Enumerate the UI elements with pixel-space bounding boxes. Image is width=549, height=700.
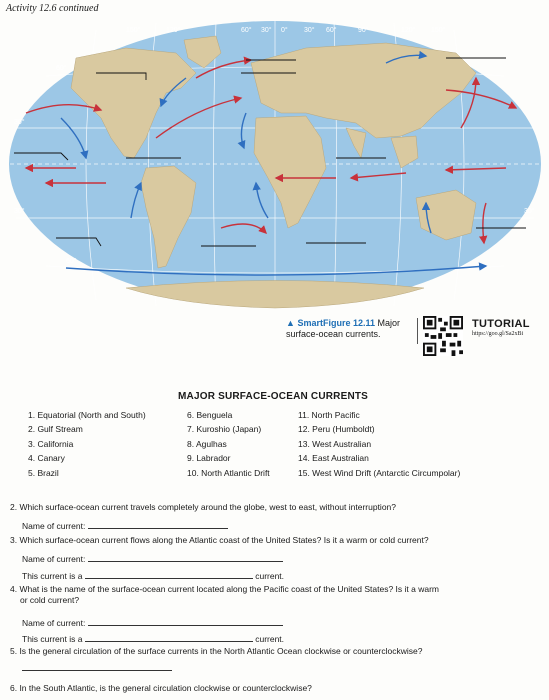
figure-caption [286, 318, 400, 340]
question-3: 3. Which surface-ocean current flows along the Atlantic coast of the United States? Is it a warm or cold current? [10, 535, 429, 545]
q3-name-answer-field[interactable] [88, 552, 283, 562]
currents-list-title: MAJOR SURFACE-OCEAN CURRENTS [178, 391, 369, 402]
this-current-label: This current is a [22, 571, 83, 581]
name-label: Name of current: [22, 618, 86, 628]
longitude-label: 60° [326, 27, 337, 34]
q4-type-answer-field[interactable] [85, 632, 253, 642]
longitude-label: 120° [401, 27, 416, 34]
tutorial-url[interactable]: https://goo.gl/Sa2xBi [472, 331, 524, 337]
list-item: 6. Benguela [187, 410, 233, 420]
latitude-label: 60° [56, 65, 67, 72]
question-5: 5. Is the general circulation of the surface currents in the North Atlantic Ocean clockwise or counterclockwise? [10, 646, 423, 656]
question-2: 2. Which surface-ocean current travels completely around the globe, west to east, without interruption? [10, 502, 397, 512]
q2-name-answer-field[interactable] [88, 519, 228, 529]
list-item: 11. North Pacific [298, 410, 360, 420]
this-current-label: This current is a [22, 634, 83, 644]
current-word: current. [255, 571, 285, 581]
longitude-label: 60° [241, 27, 252, 34]
q4-name-row [22, 616, 283, 629]
list-item: 10. North Atlantic Drift [187, 467, 270, 478]
latitude-label: 30° [524, 208, 535, 215]
longitude-label: 150° [431, 27, 446, 34]
longitude-label: 30° [304, 27, 315, 34]
q3-type-row [22, 569, 284, 582]
caption-title-part2: surface-ocean currents. [286, 329, 381, 339]
name-label: Name of current: [22, 521, 86, 531]
currents-column-2 [187, 408, 270, 480]
longitude-label: 30° [261, 27, 272, 34]
q3-name-row [22, 552, 283, 565]
antarctica [126, 281, 424, 309]
list-item: 2. Gulf Stream [28, 424, 83, 435]
triangle-icon: ▲ [286, 318, 295, 328]
q5-answer-field[interactable] [22, 670, 172, 671]
current-word: current. [255, 634, 285, 644]
question-4 [10, 584, 439, 606]
list-item: 3. California [28, 438, 74, 449]
q4-name-answer-field[interactable] [88, 616, 283, 626]
list-item: 8. Agulhas [187, 438, 227, 449]
question-6: 6. In the South Atlantic, is the general circulation clockwise or counterclockwise? [10, 683, 312, 693]
longitude-label: 120° [166, 27, 181, 34]
q2-name-row [22, 519, 228, 532]
q4-type-row [22, 632, 284, 645]
longitude-label: 90° [358, 27, 369, 34]
world-ocean-currents-map [6, 18, 544, 310]
figure-number: SmartFigure 12.11 [297, 318, 375, 328]
list-item: 7. Kuroshio (Japan) [187, 424, 262, 435]
currents-column-1 [28, 408, 146, 480]
list-item: 12. Peru (Humboldt) [298, 424, 375, 435]
divider [417, 318, 418, 344]
latitude-label: 30° [14, 208, 25, 215]
qr-code-icon[interactable] [423, 316, 463, 356]
list-item: 13. West Australian [298, 438, 372, 449]
activity-header: Activity 12.6 continued [6, 3, 99, 14]
list-item: 4. Canary [28, 453, 65, 464]
list-item: 14. East Australian [298, 453, 369, 464]
latitude-label: 60° [66, 258, 77, 265]
question-4-line-2: or cold current? [20, 595, 80, 605]
list-item: 15. West Wind Drift (Antarctic Circumpolar) [298, 467, 461, 478]
list-item: 5. Brazil [28, 467, 59, 478]
tutorial-label: TUTORIAL [472, 318, 530, 330]
latitude-label: 30° [14, 119, 25, 126]
caption-title-part1: Major [377, 318, 401, 328]
question-4-line-1: 4. What is the name of the surface-ocean current located along the Pacific coast of the United States? Is it a warm [10, 584, 440, 594]
list-item: 9. Labrador [187, 453, 231, 464]
longitude-label: 0° [281, 27, 288, 34]
q3-type-answer-field[interactable] [85, 569, 253, 579]
name-label: Name of current: [22, 554, 86, 564]
currents-column-3 [298, 408, 460, 480]
list-item: 1. Equatorial (North and South) [28, 410, 146, 420]
longitude-label: 150° [126, 27, 141, 34]
